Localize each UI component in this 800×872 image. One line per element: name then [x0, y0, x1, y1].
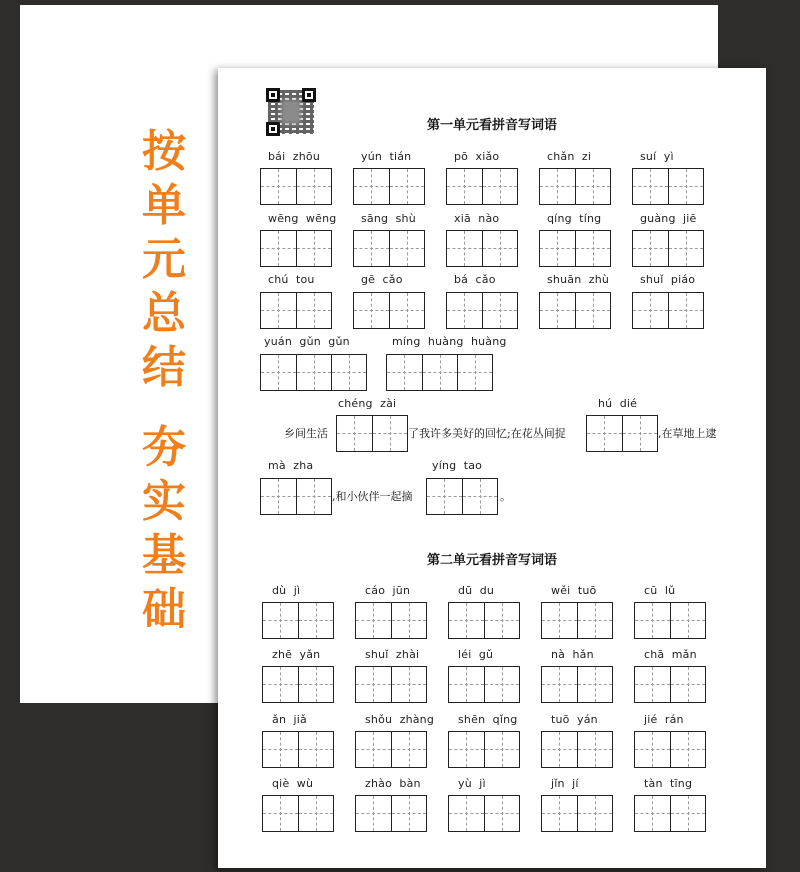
pinyin-label: cū lǔ [644, 584, 676, 597]
answer-box[interactable] [353, 230, 425, 267]
pinyin-label: xiā nào [454, 212, 500, 225]
answer-box[interactable] [386, 354, 493, 391]
answer-box[interactable] [355, 602, 427, 639]
answer-box[interactable] [262, 666, 334, 703]
pinyin-label: míng huàng huàng [392, 335, 507, 348]
pinyin-label: tuō yán [551, 713, 598, 726]
pinyin-label: nà hǎn [551, 648, 594, 661]
unit-1-title: 第一单元看拼音写词语 [426, 118, 557, 133]
sentence-1-suffix: ,在草地上逮 [658, 427, 717, 440]
pinyin-label: yún tián [361, 150, 412, 163]
pinyin-label: qiè wù [272, 777, 314, 790]
answer-box[interactable] [634, 731, 706, 768]
sentence-1-prefix: 乡间生活 [284, 427, 328, 440]
pinyin-label: cáo jūn [365, 584, 411, 597]
answer-box[interactable] [353, 168, 425, 205]
pinyin-label: zhē yǎn [272, 648, 321, 661]
sentence-1-middle: 了我许多美好的回忆;在花丛间捉 [408, 427, 566, 440]
pinyin-label: shǒu zhàng [365, 713, 435, 726]
pinyin-label: shuǐ zhài [365, 648, 420, 661]
slogan-char: 实 [142, 476, 186, 527]
answer-box[interactable] [541, 602, 613, 639]
pinyin-label: chā mǎn [644, 648, 697, 661]
slogan-line-2 [132, 421, 196, 637]
pinyin-label: shuǐ piáo [640, 273, 696, 286]
answer-box[interactable] [634, 795, 706, 832]
pinyin-label: bá cǎo [454, 273, 496, 286]
answer-box[interactable] [262, 795, 334, 832]
pinyin-label: gē cǎo [361, 273, 403, 286]
unit-2-title: 第二单元看拼音写词语 [426, 553, 557, 568]
pinyin-label: shēn qǐng [458, 713, 518, 726]
answer-box[interactable] [541, 795, 613, 832]
sentence-1-pinyin-1: chéng zài [338, 397, 397, 410]
answer-box[interactable] [336, 415, 408, 452]
answer-box[interactable] [262, 731, 334, 768]
slogan-char: 基 [142, 530, 186, 581]
pinyin-label: suí yì [640, 150, 674, 163]
answer-box[interactable] [355, 795, 427, 832]
pinyin-label: jié rán [644, 713, 684, 726]
answer-box[interactable] [260, 168, 332, 205]
answer-box[interactable] [353, 292, 425, 329]
pinyin-label: zhào bàn [365, 777, 421, 790]
pinyin-label: pō xiǎo [454, 150, 500, 163]
answer-box[interactable] [634, 666, 706, 703]
pinyin-label: wěi tuō [551, 584, 597, 597]
answer-box[interactable] [541, 666, 613, 703]
slogan-char: 总 [142, 288, 186, 339]
pinyin-label: dū du [458, 584, 495, 597]
answer-box[interactable] [448, 731, 520, 768]
pinyin-label: jǐn jí [551, 777, 579, 790]
answer-box[interactable] [448, 795, 520, 832]
slogan-char: 单 [142, 180, 186, 231]
answer-box[interactable] [446, 292, 518, 329]
answer-box[interactable] [634, 602, 706, 639]
pinyin-label: shuān zhù [547, 273, 610, 286]
slogan-char: 础 [142, 584, 186, 635]
slogan [132, 125, 196, 637]
answer-box[interactable] [539, 168, 611, 205]
answer-box[interactable] [446, 168, 518, 205]
answer-box[interactable] [632, 168, 704, 205]
slogan-char: 按 [142, 126, 186, 177]
sentence-2-pinyin-2: yíng tao [432, 459, 483, 472]
answer-box[interactable] [355, 731, 427, 768]
pinyin-label: yù jì [458, 777, 486, 790]
pinyin-label: guàng jiē [640, 212, 697, 225]
answer-box[interactable] [260, 230, 332, 267]
sentence-2-suffix: 。 [500, 490, 511, 503]
pinyin-label: yuán gǔn gǔn [264, 335, 350, 348]
pinyin-label: wēng wēng [268, 212, 337, 225]
answer-box[interactable] [355, 666, 427, 703]
answer-box[interactable] [426, 478, 498, 515]
pinyin-label: dù jì [272, 584, 301, 597]
answer-box[interactable] [260, 292, 332, 329]
answer-box[interactable] [632, 230, 704, 267]
worksheet-page [218, 68, 766, 868]
pinyin-label: bái zhōu [268, 150, 321, 163]
answer-box[interactable] [541, 731, 613, 768]
pinyin-label: tàn tīng [644, 777, 693, 790]
pinyin-label: chú tou [268, 273, 315, 286]
pinyin-label: chǎn zi [547, 150, 592, 163]
answer-box[interactable] [586, 415, 658, 452]
pinyin-label: sāng shù [361, 212, 416, 225]
pinyin-label: ǎn jiǎ [272, 713, 307, 726]
answer-box[interactable] [448, 666, 520, 703]
answer-box[interactable] [539, 230, 611, 267]
answer-box[interactable] [539, 292, 611, 329]
sentence-2-pinyin-1: mà zha [268, 459, 314, 472]
pinyin-label: qíng tíng [547, 212, 602, 225]
slogan-char: 元 [142, 234, 186, 285]
sentence-2-middle: ,和小伙伴一起摘 [332, 490, 413, 503]
answer-box[interactable] [448, 602, 520, 639]
slogan-char: 结 [142, 342, 186, 393]
answer-box[interactable] [632, 292, 704, 329]
answer-box[interactable] [260, 354, 367, 391]
answer-box[interactable] [446, 230, 518, 267]
pinyin-label: léi gǔ [458, 648, 494, 661]
slogan-line-1 [132, 125, 196, 395]
answer-box[interactable] [260, 478, 332, 515]
answer-box[interactable] [262, 602, 334, 639]
slogan-char: 夯 [142, 422, 186, 473]
sentence-1-pinyin-2: hú dié [598, 397, 638, 410]
